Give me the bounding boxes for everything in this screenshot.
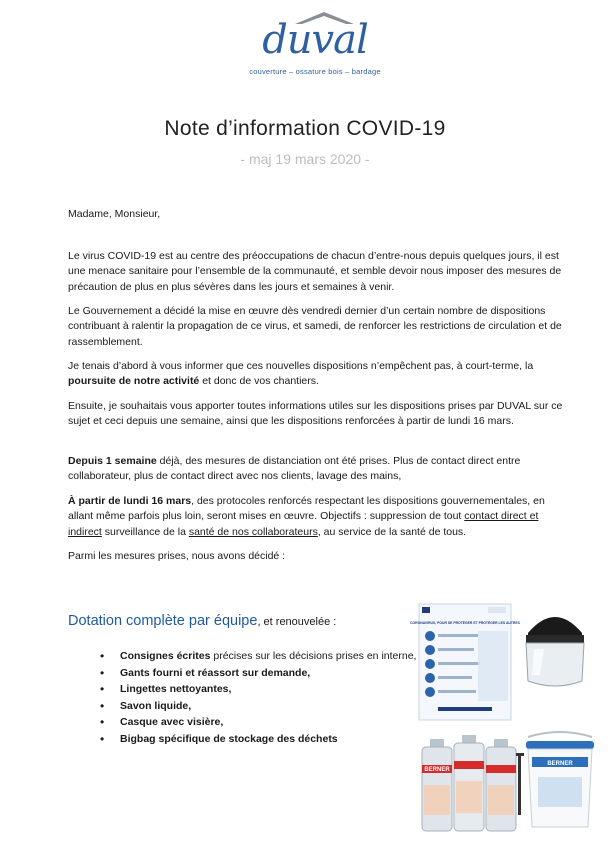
- paragraph-government: [68, 304, 568, 350]
- text-run: , des protocoles renforcés respectant les dispositions gouvernementales, en allant même parfois plus loin, seront mises en œuvre. Objectifs : suppression de tout: [68, 495, 545, 523]
- list-item: [100, 698, 416, 715]
- list-item-bold: Bigbag spécifique de stockage des déchets: [120, 732, 338, 745]
- underlined-run: santé de nos collaborateurs: [188, 525, 318, 538]
- paragraph-text: [68, 494, 568, 540]
- dotation-heading-rest: , et renouvelée :: [257, 616, 337, 628]
- list-item-bold: Savon liquide,: [120, 699, 192, 712]
- dotation-heading-main: Dotation complète par équipe: [68, 613, 258, 629]
- duval-logo: [240, 10, 390, 78]
- list-item: [100, 648, 416, 665]
- logo-tagline: couverture – ossature bois – bardage: [249, 67, 381, 76]
- bucket-brand: BERNER: [547, 761, 573, 767]
- list-item-bold: Lingettes nettoyantes,: [120, 683, 232, 695]
- page-subtitle: - maj 19 mars 2020 -: [240, 151, 370, 167]
- paragraph-text: Ensuite, je souhaitais vous apporter toutes informations utiles sur les dispositions prises par DUVAL sur ce sujet et ceci depuis une semaine, ainsi que les dispositions renforcées à partir de lundi 16 mars.: [68, 400, 563, 428]
- text-run: déjà, des mesures de distanciation ont été prises. Plus de contact direct entre collaborateur, plus de contact direct avec nos clients, lavage des mains,: [68, 455, 521, 483]
- helmet-visor-image: [520, 603, 590, 693]
- paragraph-text: Le virus COVID-19 est au centre des préoccupations de chacun d’entre-nous depuis quelques jours, il est une menace sanitaire pour l’ensemble de la communauté, et semble devoir nous imposer des mesures de précaution de plus en plus sévères dans les jours et semaines à venir.: [68, 250, 562, 293]
- list-item: [100, 731, 416, 748]
- text-run: , au service de la santé de tous.: [317, 525, 467, 538]
- logo-brand: duval: [262, 17, 368, 63]
- bold-run: À partir de lundi 16 mars: [68, 495, 192, 507]
- paragraph-context: [68, 249, 568, 295]
- text-run: Je tenais d’abord à vous informer que ces nouvelles dispositions n’empêchent pas, à court-terme, la: [68, 360, 534, 372]
- paragraph-text: Parmi les mesures prises, nous avons décidé :: [68, 550, 286, 562]
- paragraph-info: [68, 399, 568, 430]
- dotation-list: [100, 648, 416, 747]
- text-run: surveillance de la: [101, 525, 189, 538]
- text-run: et donc de vos chantiers.: [199, 375, 319, 388]
- paragraph-protocols: [68, 494, 568, 540]
- bold-run: Depuis 1 semaine: [68, 455, 157, 467]
- list-item: [100, 665, 416, 682]
- paragraph-activity: [68, 359, 568, 390]
- list-item-rest: précises sur les décisions prises en interne,: [210, 650, 417, 662]
- poster-heading: CORONAVIRUS, POUR SE PROTÉGER ET PROTÉGER LES AUTRES: [410, 621, 520, 625]
- page-title: Note d’information COVID-19: [164, 117, 446, 140]
- underlined-run: contact direct et indirect: [68, 510, 539, 538]
- coronavirus-poster-image: [410, 603, 520, 721]
- salutation: Madame, Monsieur,: [68, 208, 161, 220]
- wipes-bucket-image: [522, 727, 598, 831]
- paragraph-text: [68, 359, 568, 390]
- dotation-heading: [68, 613, 336, 629]
- paragraph-distancing: [68, 454, 568, 485]
- list-item-bold: Casque avec visière,: [120, 716, 224, 728]
- list-item: [100, 681, 416, 698]
- list-item: [100, 714, 416, 731]
- paragraph-text: Le Gouvernement a décidé la mise en œuvre dès vendredi dernier d’un certain nombre de dispositions contribuant à ralentir la propagation de ce virus, et samedi, de renforcer les restrictions de circulation et de rassemblement.: [68, 305, 562, 348]
- paragraph-measures-intro: [68, 549, 568, 564]
- paragraph-text: [68, 454, 568, 485]
- bottle-brand: BERNER: [424, 767, 450, 773]
- list-item-bold: Consignes écrites: [120, 650, 211, 662]
- soap-bottles-image: [418, 735, 528, 835]
- bold-run: poursuite de notre activité: [68, 375, 200, 388]
- list-item-bold: Gants fourni et réassort sur demande,: [120, 666, 311, 679]
